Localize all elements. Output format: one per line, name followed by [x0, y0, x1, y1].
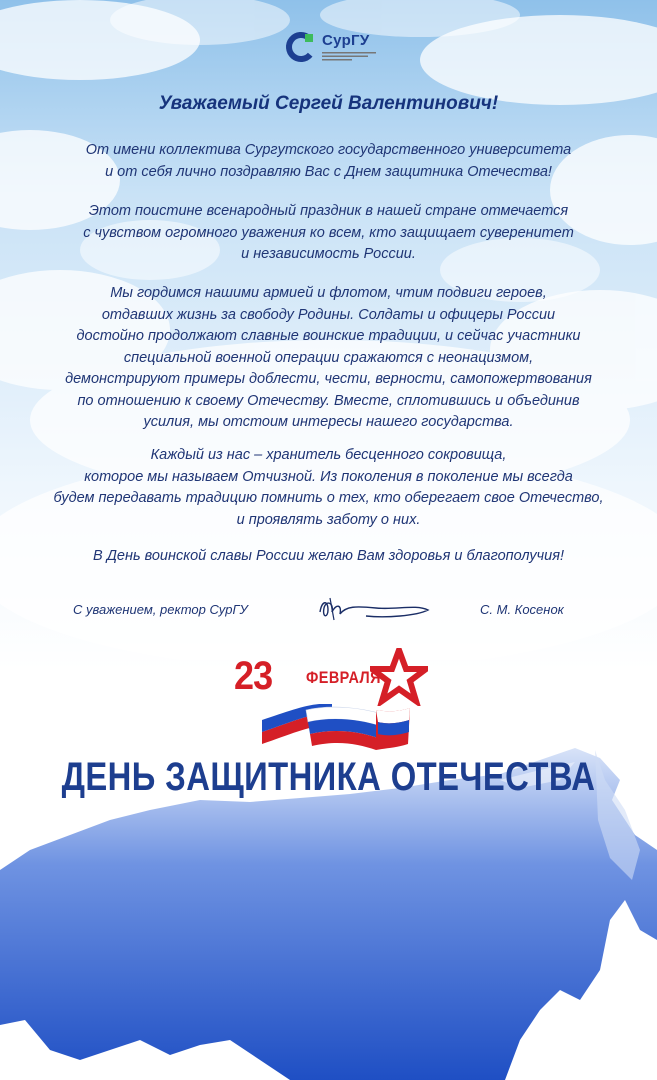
russian-flag-icon	[262, 704, 410, 750]
paragraph-line: От имени коллектива Сургутского государственного университета	[85, 142, 572, 158]
date-banner	[232, 648, 432, 710]
paragraph-line: демонстрируют примеры доблести, чести, верности, самопожертвования	[65, 371, 592, 387]
paragraph-line: и проявлять заботу о них.	[236, 511, 421, 528]
paragraph-line: специальной военной операции сражаются с неонацизмом,	[123, 349, 534, 366]
paragraph-4	[40, 445, 617, 531]
surgu-logo	[284, 28, 394, 68]
signature-image	[316, 592, 432, 626]
salutation-heading: Уважаемый Сергей Валентинович!	[158, 93, 499, 114]
holiday-title: ДЕНЬ ЗАЩИТНИКА ОТЕЧЕСТВА	[61, 755, 596, 799]
paragraph-5	[40, 546, 617, 568]
paragraph-line: Мы гордимся нашими армией и флотом, чтим подвиги героев,	[110, 285, 547, 301]
paragraph-line: с чувством огромного уважения ко всем, кто защищает суверенитет	[83, 224, 574, 241]
paragraph-2	[40, 201, 617, 266]
paragraph-line: отдавших жизнь за свободу Родины. Солдаты и офицеры России	[101, 306, 556, 323]
paragraph-line: В День воинской славы России желаю Вам здоровья и благополучия!	[93, 548, 564, 564]
logo-name: СурГУ	[322, 32, 370, 49]
red-star-icon	[370, 648, 428, 706]
paragraph-line: будем передавать традицию помнить о тех, кто оберегает свое Отечество,	[53, 490, 604, 506]
paragraph-line: усилия, мы отстоим интересы нашего государства.	[143, 414, 514, 430]
logo-mark-icon	[284, 30, 318, 64]
paragraph-1	[40, 140, 617, 183]
date-number: 23	[234, 654, 273, 698]
closing-text: С уважением, ректор СурГУ	[73, 602, 248, 617]
paragraph-line: и независимость России.	[241, 246, 416, 262]
paragraph-line: по отношению к своему Отечеству. Вместе, сплотившись и объединив	[77, 392, 580, 409]
rector-name: С. М. Косенок	[480, 602, 564, 617]
paragraph-line: достойно продолжают славные воинские традиции, и сейчас участники	[76, 328, 581, 344]
paragraph-line: Каждый из нас – хранитель бесценного сокровища,	[150, 447, 507, 463]
logo-subtitle	[322, 51, 382, 62]
date-month: ФЕВРАЛЯ	[306, 668, 381, 687]
paragraph-3	[40, 283, 617, 434]
paragraph-line: и от себя лично поздравляю Вас с Днем защитника Отечества!	[105, 163, 552, 180]
paragraph-line: Этот поистине всенародный праздник в нашей стране отмечается	[88, 203, 569, 219]
paragraph-line: которое мы называем Отчизной. Из поколения в поколение мы всегда	[84, 468, 573, 485]
